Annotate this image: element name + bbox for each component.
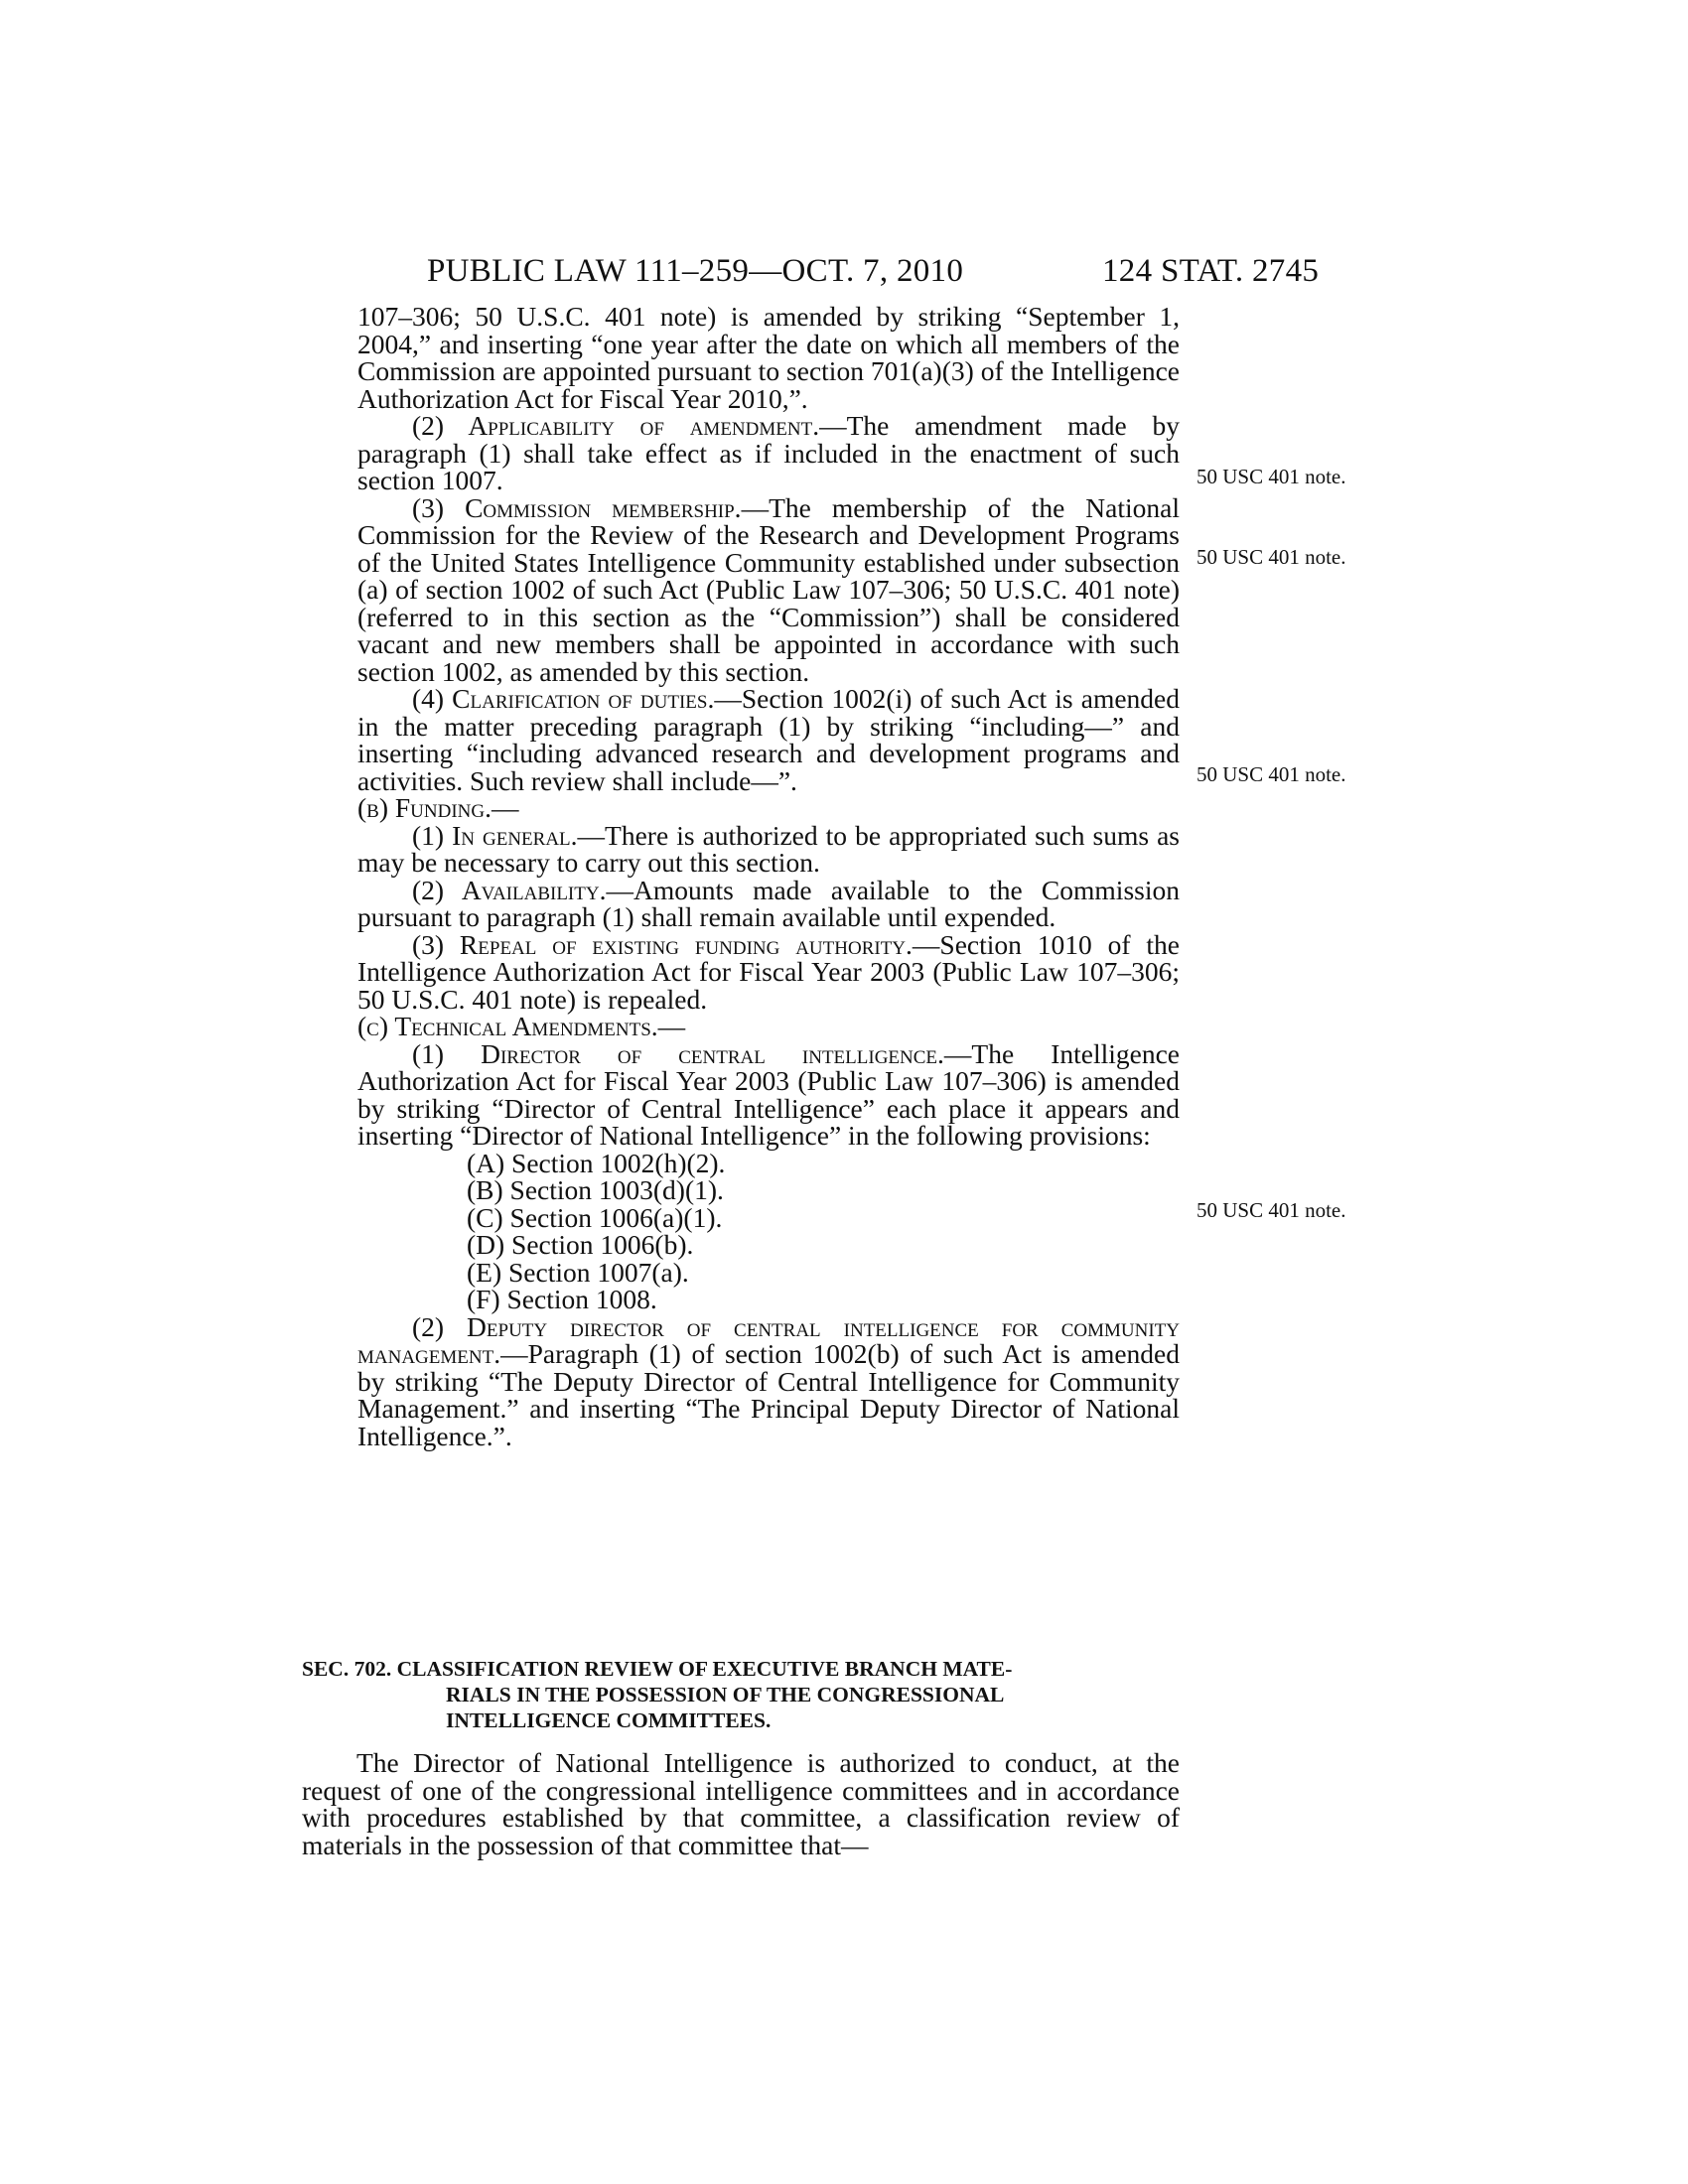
paragraph-heading: (2) Deputy director of central intelligence for community management. [357,1310,1180,1369]
paragraph-body: —The membership of the National Commission for the Review of the Research and Development Programs of the United States Intelligence Community established under subsection (a) of section 1002 of such Act (Public Law 107–306; 50 U.S.C. 401 note) (referred to in this section as the “Commission”) shall be considered vacant and new members shall be appointed in accordance with such section 1002, as amended by this section. [357,491,1180,687]
paragraph-heading: (4) Clarification of duties. [412,683,715,714]
paragraph-c1 [357,1037,1180,1151]
list-item: (A) Section 1002(h)(2). [467,1147,726,1178]
paragraph-continuation: 107–306; 50 U.S.C. 401 note) is amended by striking “September 1, 2004,” and inserting “one year after the date on which all members of the Commission are appointed pursuant to section 701(a)(3) of the Intelligence Authorization Act for Fiscal Year 2010,”. [357,301,1180,414]
paragraph-heading: (3) Commission membership. [412,491,742,523]
paragraph-b2 [357,874,1180,932]
paragraph-b3 [357,928,1181,1015]
list-item: (E) Section 1007(a). [467,1256,689,1288]
paragraph-heading: (2) Availability. [412,874,607,905]
list-item: (F) Section 1008. [467,1284,657,1314]
paragraph-body: —There is authorized to be appropriated such sums as may be necessary to carry out this section. [357,819,1180,878]
header-title: PUBLIC LAW 111–259—OCT. 7, 2010 [427,253,964,289]
subsection-dash: — [657,1011,686,1041]
paragraph-a3 [357,491,1180,687]
running-header [0,253,1688,293]
section-heading-line: INTELLIGENCE COMMITTEES. [446,1708,772,1732]
section-body [302,1749,1180,1858]
section-heading [302,1656,1180,1733]
paragraph-heading: (3) Repeal of existing funding authority. [412,928,913,960]
paragraph-heading: (1) In general. [412,819,578,851]
margin-note: 50 USC 401 note. [1196,545,1346,569]
margin-note: 50 USC 401 note. [1196,465,1346,488]
paragraph-c2 [357,1310,1180,1451]
paragraph-body: —The amendment made by paragraph (1) shall take effect as if included in the enactment of such section 1007. [357,410,1180,495]
paragraph-a4 [357,685,1180,794]
section-heading-line: RIALS IN THE POSSESSION OF THE CONGRESSIONAL [446,1683,1005,1706]
main-text [357,303,1180,1449]
subsection-heading: (b) Funding. [357,792,492,823]
paragraph-heading: (2) Applicability of amendment. [412,410,820,441]
margin-note: 50 USC 401 note. [1196,1198,1346,1222]
paragraph-body: —Paragraph (1) of section 1002(b) of such Act is amended by striking “The Deputy Director of Central Intelligence for Community Management.” and inserting “The Principal Deputy Director of National Intelligence.”. [357,1338,1180,1451]
paragraph-a2 [357,412,1180,494]
section-heading-line: SEC. 702. CLASSIFICATION REVIEW OF EXECUTIVE BRANCH MATE- [302,1657,1013,1681]
subsection-heading: (c) Technical Amendments. [357,1011,658,1041]
paragraph-body: —Amounts made available to the Commission pursuant to paragraph (1) shall remain available until expended. [357,874,1180,932]
margin-note: 50 USC 401 note. [1196,762,1346,786]
subsection-b [357,794,1180,822]
header-stat-page: 124 STAT. 2745 [1102,253,1320,289]
paragraph-b1 [357,819,1180,878]
paragraph-heading: (1) Director of central intelligence. [412,1037,944,1069]
section-paragraph: The Director of National Intelligence is authorized to conduct, at the request of one of the congressional intelligence committees and in accordance with procedures established by that committee, a classification review of materials in the possession of that committee that— [302,1747,1180,1860]
subsection-dash: — [491,792,519,823]
list-item: (B) Section 1003(d)(1). [467,1174,724,1205]
paragraph-body: —The Intelligence Authorization Act for Fiscal Year 2003 (Public Law 107–306) is amended by striking “Director of Central Intelligence” each place it appears and inserting “Director of National Intelligence” in the following provisions: [357,1037,1180,1151]
subsection-c [357,1013,1180,1040]
list-item: (C) Section 1006(a)(1). [467,1201,723,1233]
paragraph-body: —Section 1010 of the Intelligence Authorization Act for Fiscal Year 2003 (Public Law 107–306; 50 U.S.C. 401 note) is repealed. [357,928,1181,1015]
paragraph-body: —Section 1002(i) of such Act is amended in the matter preceding paragraph (1) by striking “including—” and inserting “including advanced research and development programs and activities. Such review shall include—”. [357,683,1180,796]
list-item: (D) Section 1006(b). [467,1229,694,1260]
